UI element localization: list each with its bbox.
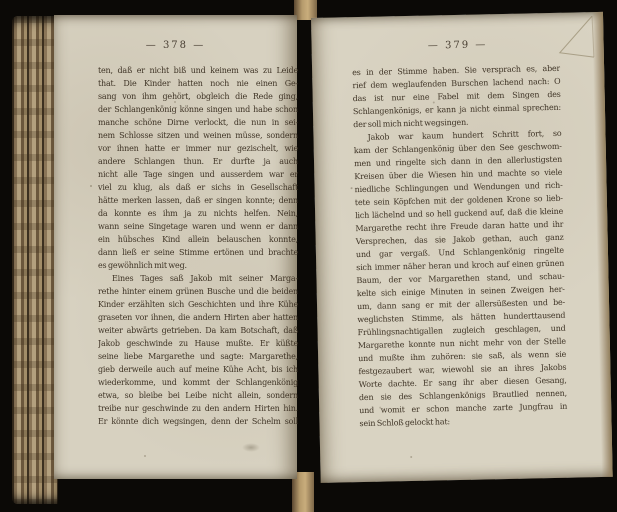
text-line: vor ihnen hatte er immer nur gezischelt, wie (98, 144, 298, 153)
text-line: der Schlangenkönig könne singen und habe schon (98, 105, 298, 114)
text-block-378 (98, 64, 298, 428)
paper-smudge (242, 443, 260, 452)
text-line: wann seine Singetage waren und wenn er dann (98, 222, 298, 231)
text-line: Er könnte dich wegsingen, denn der Schelm soll (98, 417, 298, 426)
page-379 (311, 12, 613, 483)
fore-edge (592, 12, 613, 477)
text-line: ten, daß er nicht biß und keinem was zu Leide (98, 66, 298, 75)
text-line: seine liebe Margarethe und sagte: Margarethe, (98, 352, 298, 361)
paragraph (98, 272, 298, 428)
text-line: rief dem weglaufenden Burschen lachend nach: O (352, 76, 561, 91)
text-line: sang von ihm gehört, obgleich die Rede ging, (98, 92, 298, 101)
text-line: graseten vor ihnen, die andern Hirten aber hatten (98, 313, 298, 322)
paper-specks (311, 18, 313, 20)
text-line: Kreisen über die Wiesen hin und machte so viele (354, 167, 563, 182)
page-378 (54, 15, 297, 479)
text-line: um, dann sang er mit der allersüßesten und be- (356, 297, 566, 312)
text-line: wiederkomme, und kommt der Schlangenkönig (98, 378, 298, 387)
text-line: Margarethe recht ihre Freude daran hatte und ihr (355, 219, 564, 234)
text-line: Eines Tages saß Jakob mit seiner Marga- (112, 274, 298, 283)
text-line: dann ließ er seine Stimme ertönen und brachte (98, 248, 298, 257)
text-line: kam der Schlangenkönig über den See geschwom- (353, 141, 562, 156)
page-number-379: — 379 — (427, 39, 488, 52)
text-line: da konnte es ihm ja zu nichts helfen. Nein, (98, 209, 298, 218)
text-line: Schlangenkönigs, er kann ja nicht einmal sprechen: (352, 102, 562, 117)
text-line: that. Die Kinder hatten noch nie einen Ge- (98, 79, 298, 88)
text-line: und gar vergaß. Und Schlangenkönig ringelte (355, 245, 565, 260)
text-block-379 (352, 62, 568, 430)
text-line: den sie des Schlangenkönigs Brautlied nennen, (358, 388, 568, 403)
text-line: men und ringelte sich dann in den allerlustigsten (353, 154, 563, 169)
text-line: hätte merken lassen, daß er singen konnte; denn (98, 196, 298, 205)
text-line: rethe hinter einem grünen Busche und die beiden (98, 287, 298, 296)
text-line: und mußte ihm zuhören: sie saß, als wenn sie (358, 349, 567, 364)
text-line: weglichsten Stimme, als hätten hunderttausend (357, 310, 566, 325)
text-line: sein Schloß gelockt hat: (359, 417, 451, 429)
text-line: das ist nur eine Fabel mit dem Singen des (352, 89, 561, 104)
text-line: nem Schlosse sitzen und weinen müsse, sondern (98, 131, 298, 140)
text-line: und womit er schon manche zarte Jungfrau in (359, 401, 568, 416)
text-line: Versprechen, das sie Jakob gethan, auch ganz (355, 232, 564, 247)
text-line: gieb derweile auch auf meine Kühe Acht, bis ich (98, 365, 298, 374)
text-line: treibe nur geschwinde zu den andern Hirten hin. (98, 404, 298, 413)
text-line: festgezaubert war, wiewohl sie an ihres Jakobs (358, 362, 567, 377)
text-line: nicht alle Tage singen und ausserdem war er (98, 170, 298, 179)
paragraph (353, 127, 567, 430)
text-line: ein hübsches Kind allein belauschen konnte, (98, 235, 298, 244)
text-line: Jakob war kaum hundert Schritt fort, so (367, 128, 562, 142)
text-line: Kinder erzählten sich Geschichten und ihre Kühe (98, 300, 298, 309)
text-line: lich lächelnd und so hell guckend auf, daß die kleine (355, 206, 564, 221)
text-line: kelte sich einige Minuten in seinen Zweigen her- (356, 284, 565, 299)
page-edges-stack (12, 16, 58, 504)
text-line: Margarethe konnte nun nicht mehr von der Stelle (357, 336, 566, 351)
text-line: Baum, der vor Margarethen stand, und schau- (356, 271, 565, 286)
text-line: tete sein Köpfchen mit der goldenen Krone so lieb- (354, 193, 563, 208)
text-line: Jakob geschwinde zu Hause mußte. Er küßte (98, 339, 298, 348)
text-line: manche schöne Dirne verlockt, die nun in sei- (98, 118, 298, 127)
text-line: es gewöhnlich mit weg. (98, 261, 187, 270)
text-line: der soll mich nicht wegsingen. (353, 117, 469, 130)
text-line: sich immer näher heran und kroch auf einen grünen (356, 258, 565, 273)
text-line: es in der Stimme haben. Sie versprach es, aber (352, 63, 561, 78)
text-line: niedliche Schlingungen und Wendungen und rich- (354, 180, 563, 195)
paper-specks (54, 15, 56, 17)
text-line: viel zu klug, als daß er sichs in Gesellschaft (98, 183, 298, 192)
paragraph (98, 64, 298, 272)
text-line: Worte dachte. Er sang ihr aber diesen Gesang, (358, 375, 567, 390)
text-line: andere Schlangen thun. Er durfte ja auch (98, 157, 298, 166)
text-line: weiter abwärts getrieben. Da kam Botschaft, daß (98, 326, 298, 335)
text-line: etwa, so bleibe bei Leibe nicht allein, sondern (98, 391, 298, 400)
paragraph (352, 62, 561, 131)
text-line: Frühlingsnachtigallen zugleich geschlagen, und (357, 323, 566, 338)
page-number-378: — 378 — (145, 40, 206, 51)
